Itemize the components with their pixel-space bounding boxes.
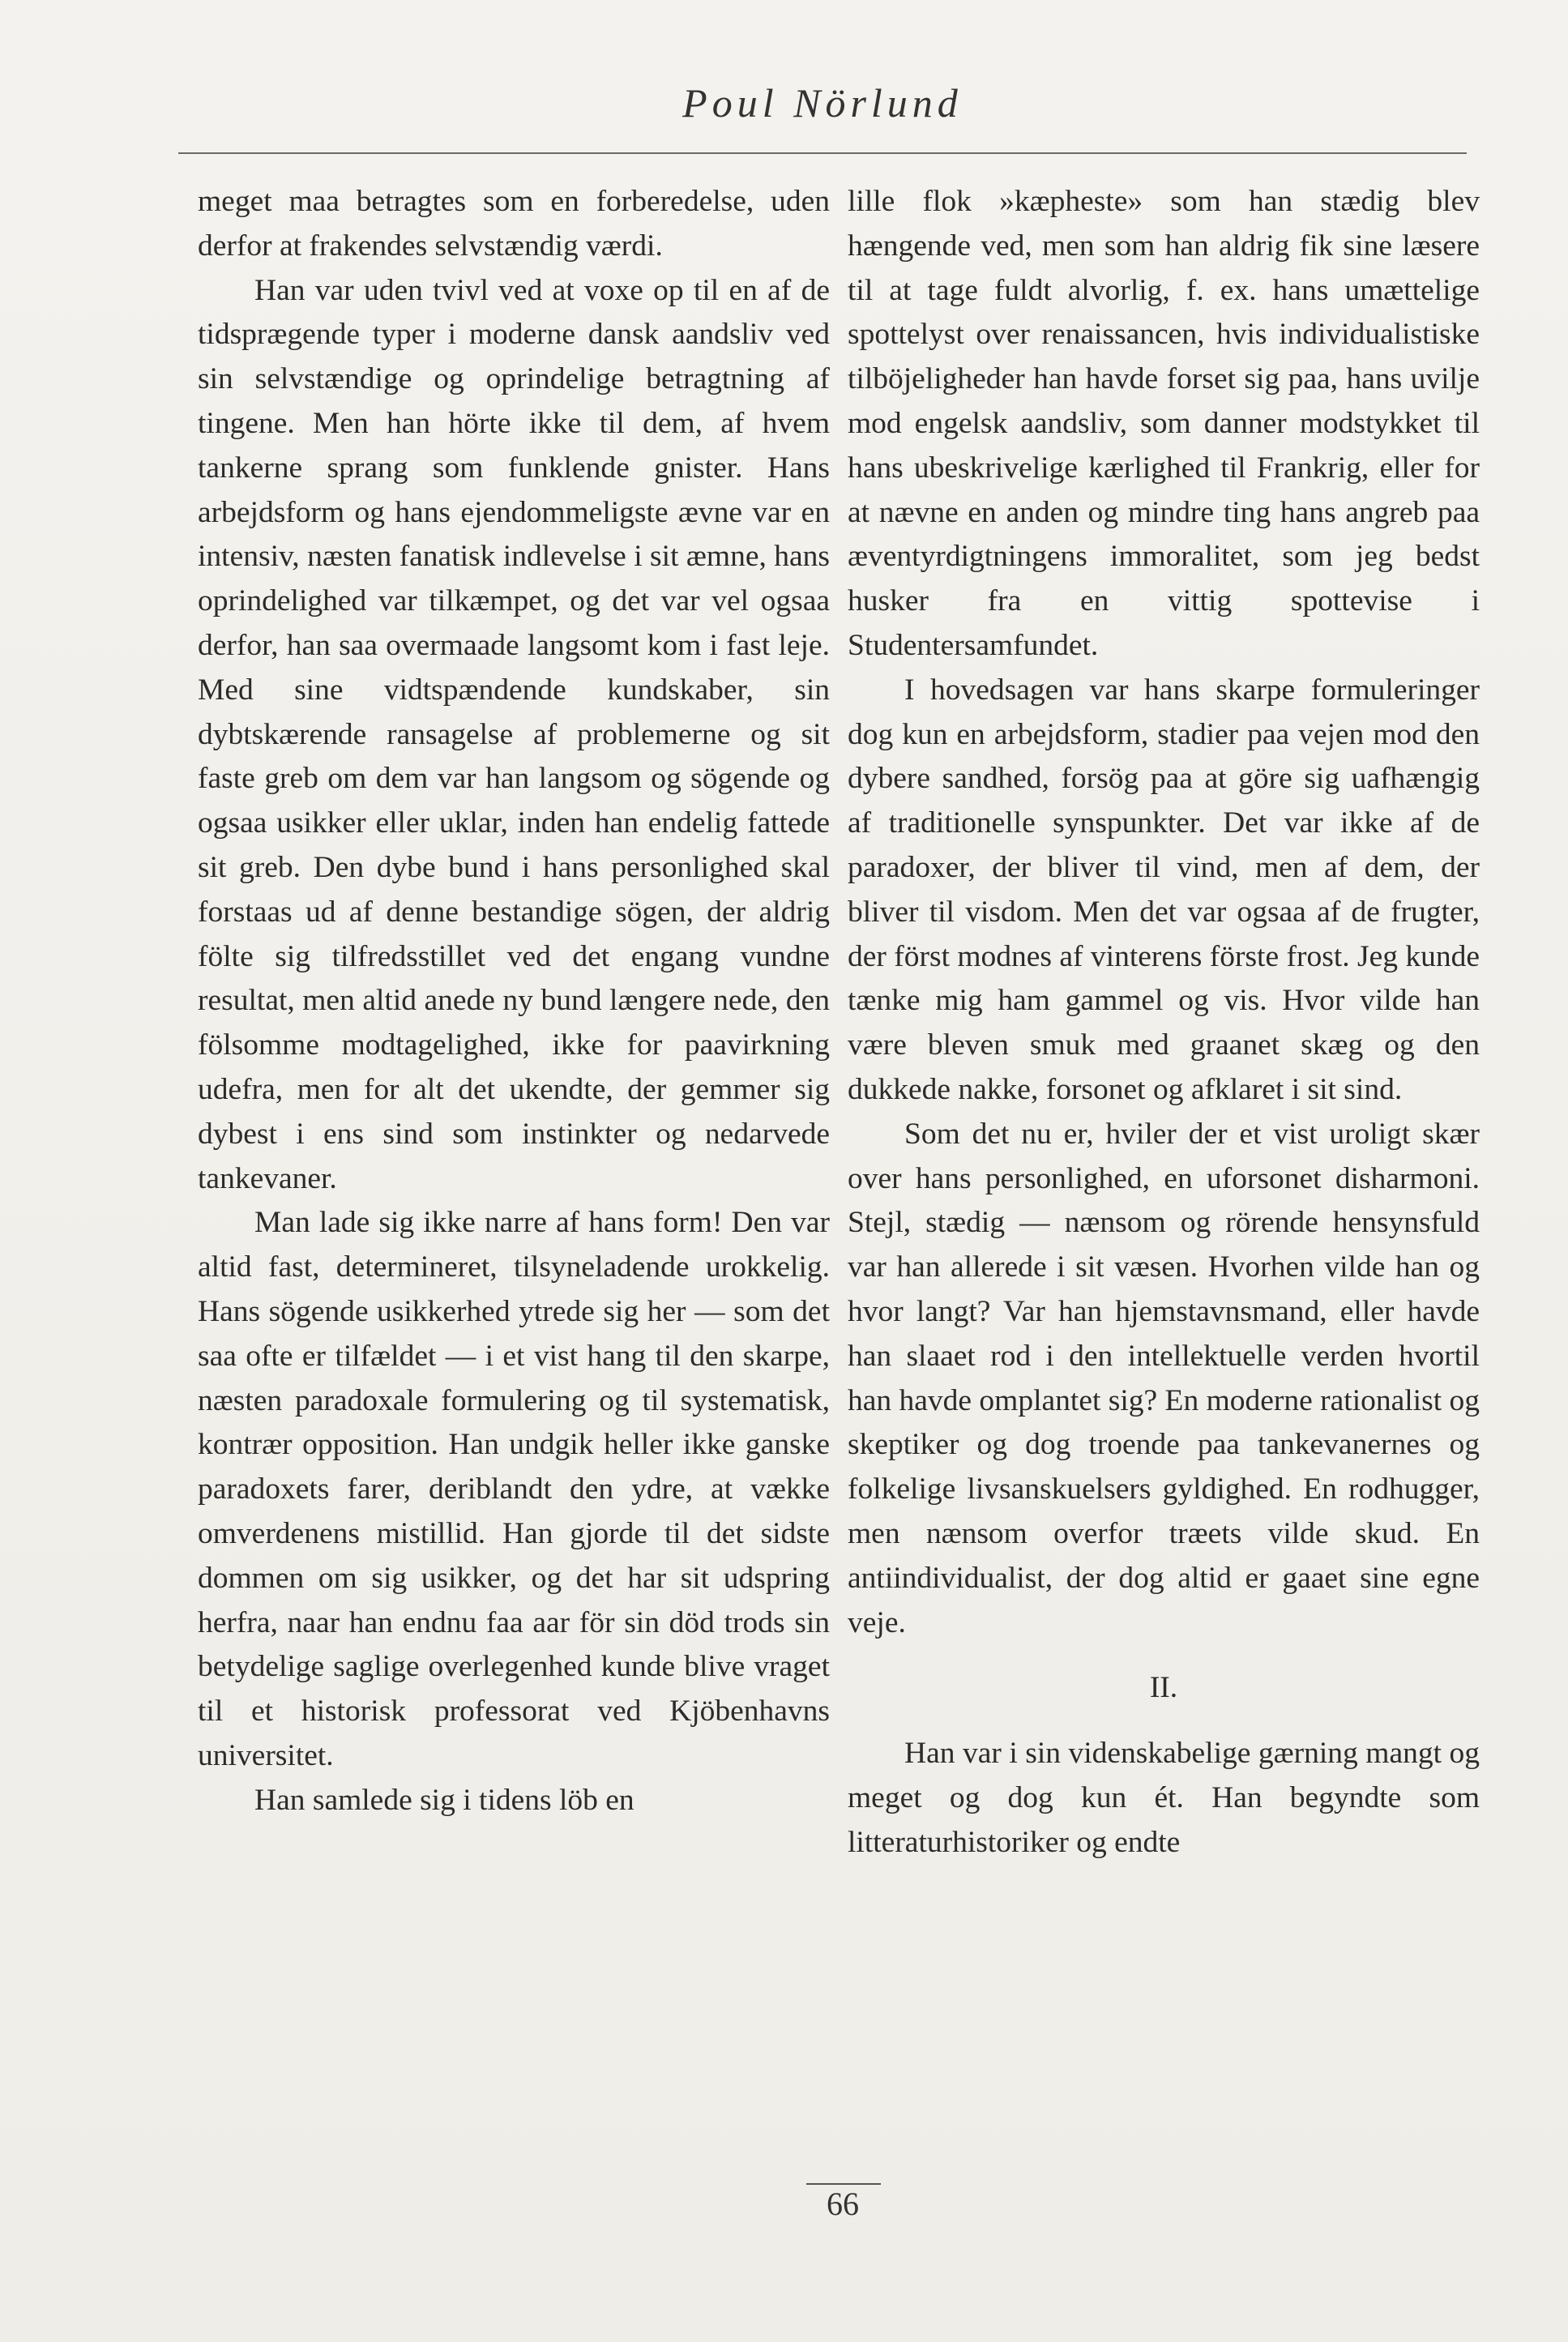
page-number: 66: [827, 2186, 859, 2222]
paragraph: meget maa betragtes som en forberedelse, uden derfor at frakendes selvstændig værdi.: [198, 185, 830, 263]
running-title: Poul Nörlund: [682, 80, 963, 126]
section-number: II.: [1149, 1671, 1178, 1705]
right-column: [848, 180, 1480, 1865]
paragraph: Han var i sin videnskabelige gærning mangt og meget og dog kun ét. Han begyndte som litteraturhistoriker og endte: [848, 1737, 1480, 1859]
paragraph: Som det nu er, hviler der et vist uroligt skær over hans personlighed, en uforsonet disharmoni. Stejl, stædig — nænsom og rörende hensynsfuld var han allerede i sit væsen. Hvorhen vilde han og hvor langt? Var han hjemstavnsmand, eller havde han slaaet rod i den intellektuelle verden hvortil han havde omplantet sig? En moderne rationalist og skeptiker og dog troende paa tankevanernes og folkelige livsanskuelsers gyldighed. En rodhugger, men nænsom overfor træets vilde skud. En antiindividualist, der dog altid er gaaet sine egne veje.: [848, 1117, 1480, 1639]
left-column: [198, 180, 830, 1823]
paragraph: lille flok »kæpheste» som han stædig blev hængende ved, men som han aldrig fik sine læsere til at tage fuldt alvorlig, f. ex. hans umættelige spottelyst over renaissancen, hvis individualistiske tilböjeligheder han havde forset sig paa, hans uvilje mod engelsk aandsliv, som danner modstykket til hans ubeskrivelige kærlighed til Frankrig, eller for at nævne en anden og mindre ting hans angreb paa æventyrdigtningens immoralitet, som jeg bedst husker fra en vittig spottevise i Studentersamfundet.: [848, 185, 1480, 662]
header-rule: [178, 152, 1467, 154]
paragraph: Han var uden tvivl ved at voxe op til en af de tidsprægende typer i moderne dansk aandsliv ved sin selvstændige og oprindelige betragtning af tingene. Men han hörte ikke til dem, af hvem tankerne sprang som funklende gnister. Hans arbejdsform og hans ejendommeligste ævne var en intensiv, næsten fanatisk indlevelse i sit æmne, hans oprindelighed var tilkæmpet, og det var vel ogsaa derfor, han saa overmaade langsomt kom i fast leje. Med sine vidtspændende kundskaber, sin dybtskærende ransagelse af problemerne og sit faste greb om dem var han langsom og sögende og ogsaa usikker eller uklar, inden han endelig fattede sit greb. Den dybe bund i hans personlighed skal forstaas ud af denne bestandige sögen, der aldrig fölte sig tilfredsstillet ved det engang vundne resultat, men altid anede ny bund længere nede, den fölsomme modtagelighed, ikke for paavirkning udefra, men for alt det ukendte, der gemmer sig dybest i ens sind som instinkter og nedarvede tankevaner.: [198, 273, 830, 1195]
paragraph: Han samlede sig i tidens löb en: [254, 1783, 634, 1817]
paragraph: I hovedsagen var hans skarpe formuleringer dog kun en arbejdsform, stadier paa vejen mod den dybere sandhed, forsög paa at göre sig uafhængig af traditionelle synspunkter. Det var ikke af de paradoxer, der bliver til vind, men af dem, der bliver til visdom. Men det var ogsaa af de frugter, der först modnes af vinterens förste frost. Jeg kunde tænke mig ham gammel og vis. Hvor vilde han være bleven smuk med graanet skæg og den dukkede nakke, forsonet og afklaret i sit sind.: [848, 673, 1480, 1106]
paragraph: Man lade sig ikke narre af hans form! Den var altid fast, determineret, tilsyneladende urokkelig. Hans sögende usikkerhed ytrede sig her — som det saa ofte er tilfældet — i et vist hang til den skarpe, næsten paradoxale formulering og til systematisk, kontrær opposition. Han undgik heller ikke ganske paradoxets farer, deriblandt den ydre, at vække omverdenens mistillid. Han gjorde til det sidste dommen om sig usikker, og det har sit udspring herfra, naar han endnu faa aar för sin död trods sin betydelige saglige overlegenhed kunde blive vraget til et historisk professorat ved Kjöbenhavns universitet.: [198, 1206, 830, 1772]
